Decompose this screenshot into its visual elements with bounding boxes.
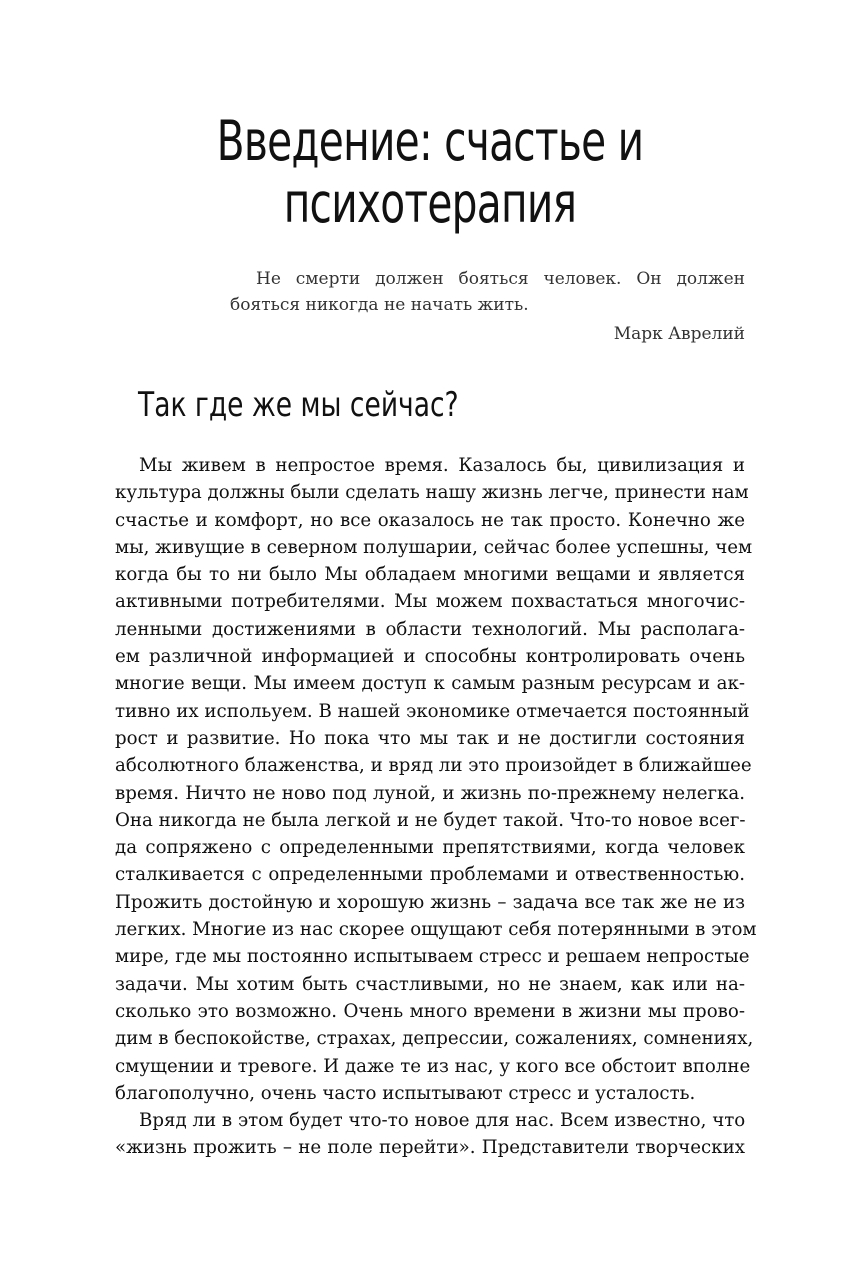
body-line: активными потребителями. Мы можем похвастаться многочис- [115, 591, 745, 613]
body-line: «жизнь прожить – не поле перейти». Представители творческих [115, 1137, 745, 1159]
body-line: тивно их испольуем. В нашей экономике отмечается постоянный [115, 700, 750, 722]
body-line: многие вещи. Мы имеем доступ к самым разным ресурсам и ак- [115, 673, 745, 695]
body-line: Мы живем в непростое время. Казалось бы, цивилизация и [139, 455, 745, 476]
body-line: счастье и комфорт, но все оказалось не так просто. Конечно же [115, 509, 745, 531]
chapter-title [208, 110, 652, 234]
body-line: абсолютного блаженства, и вряд ли это произойдет в ближайшее [115, 755, 752, 777]
epigraph [230, 266, 745, 347]
body-line: рост и развитие. Но пока что мы так и не достигли состояния [115, 727, 745, 749]
body-line: благополучно, очень часто испытывают стресс и усталость. [115, 1082, 696, 1104]
body-line: Она никогда не была легкой и не будет такой. Что-то новое всег- [115, 809, 746, 831]
body-line: дим в беспокойствe, страхах, депрессии, сожалениях, сомнениях, [115, 1028, 754, 1050]
body-line: легких. Многие из нас скорее ощущают себя потерянными в этом [115, 919, 757, 941]
chapter-title-line-1: Введение: счастье и [216, 109, 644, 173]
body-line: Прожить достойную и хорошую жизнь – задача все так же не из [115, 891, 745, 913]
epigraph-author: Марк Аврелий [613, 324, 745, 344]
body-line: культура должны были сделать нашу жизнь легче, принести нам [115, 482, 749, 504]
body-line: задачи. Мы хотим быть счастливыми, но не знаем, как или на- [115, 973, 745, 995]
body-line: сколько это возможно. Очень много времени в жизни мы прово- [115, 1000, 745, 1022]
body-line: да сопряжено с определенными препятствиями, когда человек [115, 837, 745, 859]
chapter-title-line-2: психотерапия [283, 171, 577, 235]
body-line: смущении и тревоге. И даже те из нас, у кого все обстоит вполне [115, 1055, 751, 1077]
body-line: сталкивается с определенными проблемами и отвественностью. [115, 864, 745, 886]
body-line: ем различной информацией и способны контролировать очень [115, 646, 745, 668]
section-heading: Так где же мы сейчас? [138, 385, 459, 425]
body-text [115, 452, 757, 1162]
epigraph-quote: Не смерти должен бояться человек. Он должен бояться никогда не начать жить. [230, 269, 745, 315]
body-line: мире, где мы постоянно испытываем стресс и решаем непростые [115, 946, 750, 968]
body-line: Вряд ли в этом будет что-то новое для нас. Всем известно, что [139, 1110, 746, 1132]
body-line: время. Ничто не ново под луной, и жизнь по-прежнему нелегка. [115, 782, 745, 804]
body-line: ленными достижениями в области технологий. Мы располага- [115, 618, 745, 640]
body-line: мы, живущие в северном полушарии, сейчас более успешны, чем [115, 536, 753, 558]
body-line: когда бы то ни было Мы обладаем многими вещами и является [115, 564, 745, 586]
